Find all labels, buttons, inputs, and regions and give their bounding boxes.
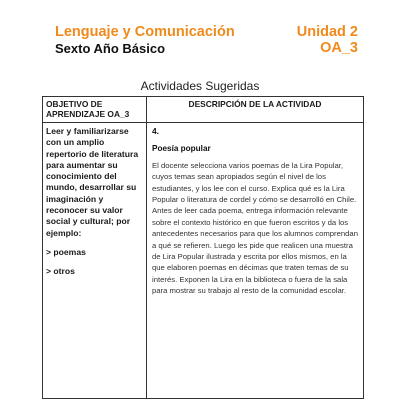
header-right (297, 24, 358, 56)
description-cell (147, 123, 364, 399)
objective-text: Leer y familiarizarse con un amplio repertorio de literatura para aumentar su conocimiento del mundo, desarrollar su imaginación y reconocer su valor social y cultural; por ejemplo: (46, 126, 139, 238)
activity-description: El docente selecciona varios poemas de la Lira Popular, cuyos temas sean apropiados según el nivel de los estudiantes, y los lee con el curso. Explica qué es la Lira Popular o literatura de cordel y cómo se desarrolló en Chile. Antes de leer cada poema, entrega información relevante sobre el contexto histórico en que fueron escritos y da los antecedentes necesarios para que los alumnos comprendan a qué se refieren. Luego les pide que realicen una muestra de Lira Popular ilustrada y escrita por ellos mismos, en la que elaboren poemas en décimas que traten temas de su interés. Exponen la Lira en la biblioteca o fuera de la sala para mostrar su trabajo al resto de la comunidad escolar. (152, 160, 358, 296)
table-row (43, 123, 364, 399)
objective-cell (43, 123, 147, 399)
example-item: > poemas (46, 246, 86, 257)
header-left (55, 24, 235, 57)
section-title: Actividades Sugeridas (140, 79, 260, 93)
activities-table (42, 96, 364, 399)
objective-code: OA_3 (320, 40, 358, 56)
description-column-header: DESCRIPCIÓN DE LA ACTIVIDAD (147, 97, 364, 123)
page-header (55, 24, 358, 60)
grade-label: Sexto Año Básico (55, 41, 166, 56)
activity-title: Poesía popular (152, 144, 211, 154)
objective-column-header: OBJETIVO DE APRENDIZAJE OA_3 (43, 97, 147, 123)
example-item: > otros (46, 266, 75, 277)
table-header-row (43, 97, 364, 123)
activity-number: 4. (152, 126, 159, 136)
subject-title: Lenguaje y Comunicación (55, 24, 235, 40)
unit-label: Unidad 2 (296, 24, 358, 40)
